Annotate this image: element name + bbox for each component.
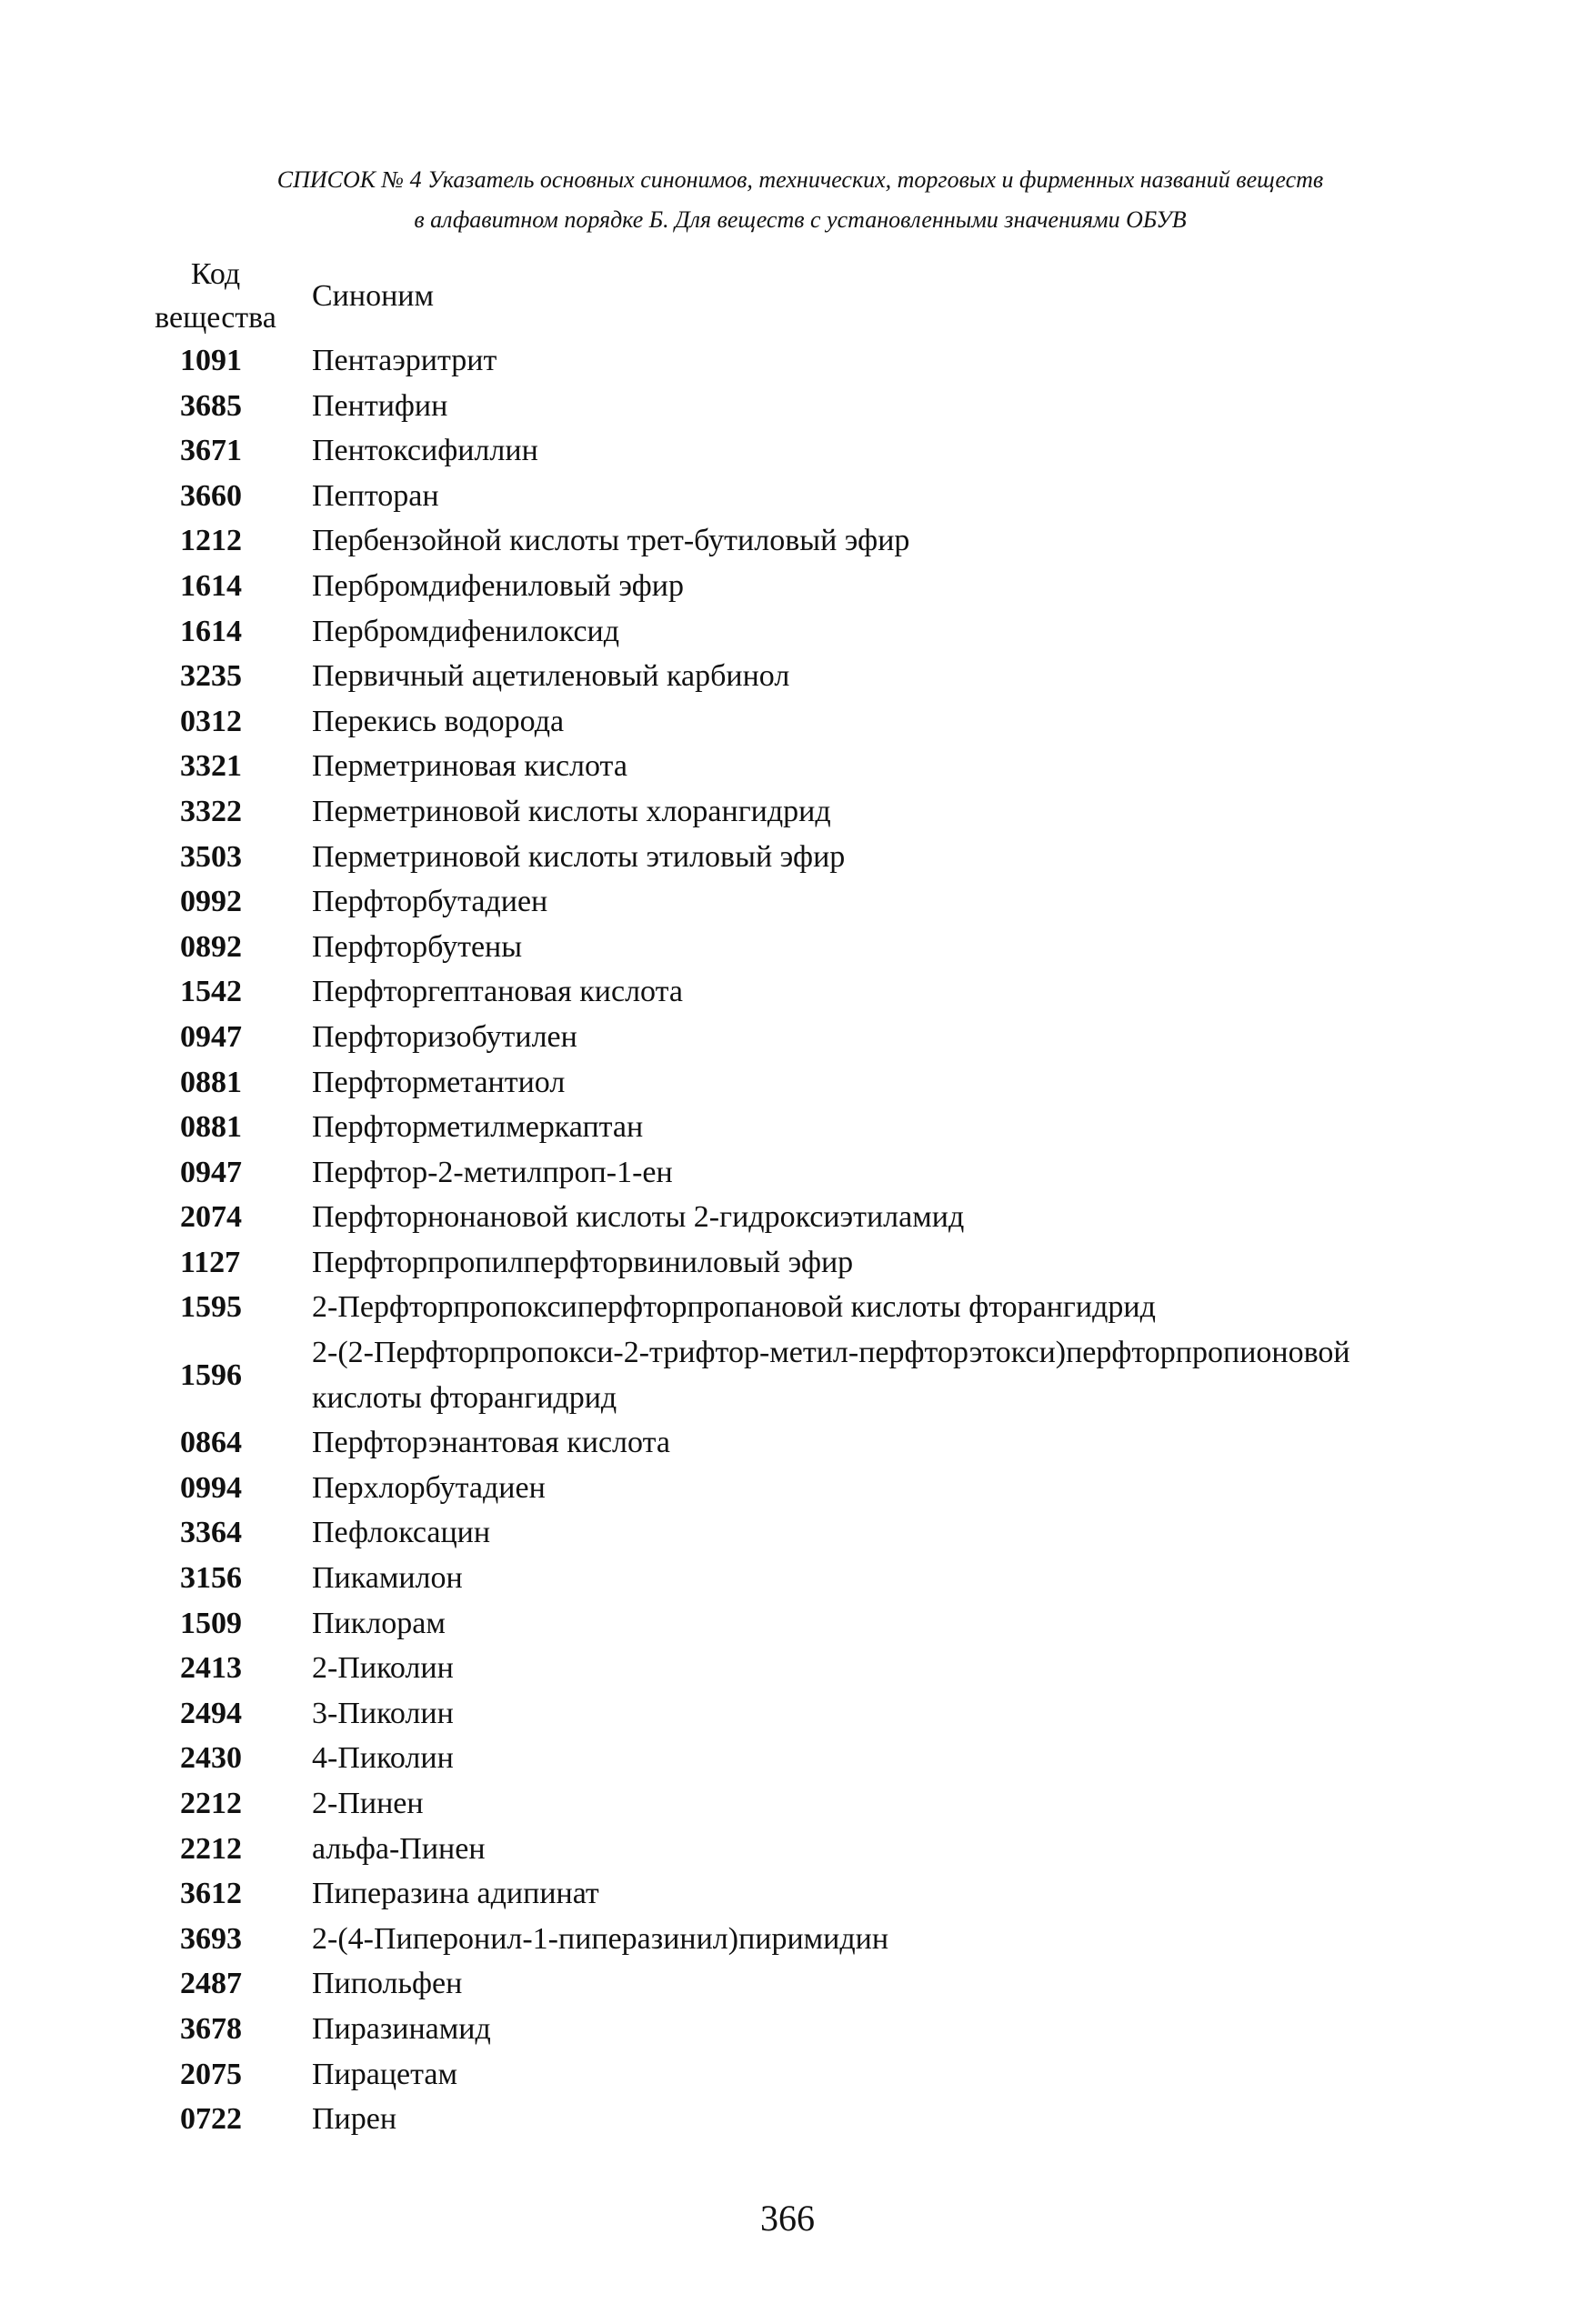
substance-code: 0994 [180, 1470, 242, 1505]
substance-code: 0881 [180, 1065, 242, 1099]
substance-code: 3364 [180, 1516, 242, 1550]
table-row [0, 925, 1575, 970]
synonym-text: Перфторгептановая кислота [312, 975, 683, 1009]
synonym-text: Перфтор-2-метилпроп-1-ен [312, 1155, 673, 1189]
substance-code: 3671 [180, 434, 242, 468]
substance-code: 2413 [180, 1651, 242, 1686]
synonym-text: Пербромдифенилоксид [312, 614, 620, 648]
table-row [0, 1646, 1575, 1691]
table-row [0, 474, 1575, 519]
synonym-text: 3-Пиколин [312, 1696, 454, 1730]
synonym-text: Пербромдифениловый эфир [312, 568, 684, 603]
table-row [0, 1240, 1575, 1286]
table-row [0, 609, 1575, 655]
table-row [0, 1736, 1575, 1781]
page-number: 366 [760, 2198, 815, 2239]
table-row [0, 428, 1575, 474]
substance-code: 3503 [180, 839, 242, 874]
substance-code: 0864 [180, 1426, 242, 1460]
synonym-text: 2-Пиколин [312, 1651, 454, 1686]
substance-code: 0881 [180, 1110, 242, 1145]
synonym-text: Пирен [312, 2102, 397, 2137]
table-row [0, 1871, 1575, 1917]
table-row [0, 1556, 1575, 1601]
synonym-text: Перфторэнантовая кислота [312, 1426, 670, 1460]
synonym-text: Пиразинамид [312, 2011, 491, 2046]
synonym-text: Пирацетам [312, 2057, 458, 2091]
table-row [0, 518, 1575, 564]
table-row [0, 338, 1575, 384]
page-header [164, 160, 1437, 240]
table-row [0, 1466, 1575, 1511]
synonym-text: Пербензойной кислоты трет-бутиловый эфир [312, 524, 910, 558]
table-row [0, 1015, 1575, 1060]
synonym-text: альфа-Пинен [312, 1831, 486, 1866]
synonym-text: Пикамилон [312, 1561, 463, 1596]
synonym-text: Пиперазина адипинат [312, 1877, 599, 1911]
synonym-text: 2-(4-Пиперонил-1-пиперазинил)пиримидин [312, 1921, 889, 1956]
table-row [0, 564, 1575, 609]
synonym-text: Пепторан [312, 478, 439, 513]
substance-code: 3322 [180, 794, 242, 828]
substance-code: 0947 [180, 1155, 242, 1189]
substance-code: 1614 [180, 568, 242, 603]
column-header-code-line-1: Код [190, 257, 241, 291]
table-row [0, 879, 1575, 925]
synonym-text: Перфторбутены [312, 929, 523, 964]
table-row [0, 835, 1575, 880]
header-line-1: СПИСОК № 4 Указатель основных синонимов, технических, торговых и фирменных названий веществ [276, 166, 1324, 193]
substance-code: 2430 [180, 1741, 242, 1776]
table-row [0, 969, 1575, 1015]
substance-code: 1542 [180, 975, 242, 1009]
substance-code: 3693 [180, 1921, 242, 1956]
table-row [0, 1285, 1575, 1330]
synonym-text: Перметриновой кислоты хлорангидрид [312, 794, 831, 828]
substance-code: 1212 [180, 524, 242, 558]
table-row [0, 1060, 1575, 1106]
synonym-table [0, 338, 1575, 2142]
table-row [0, 654, 1575, 699]
table-row [0, 1691, 1575, 1737]
table-row [0, 1917, 1575, 1962]
synonym-text: Пипольфен [312, 1967, 463, 2001]
substance-code: 0992 [180, 885, 242, 919]
table-row [0, 1601, 1575, 1647]
header-line-2: в алфавитном порядке Б. Для веществ с установленными значениями ОБУВ [414, 206, 1187, 233]
table-row [0, 699, 1575, 745]
synonym-text: 2-Пинен [312, 1787, 424, 1820]
column-header-code-line-2: вещества [155, 301, 276, 335]
synonym-text: Первичный ацетиленовый карбинол [312, 659, 790, 694]
table-row [0, 789, 1575, 835]
table-row [0, 1827, 1575, 1872]
synonym-text: Перфторпропилперфторвиниловый эфир [312, 1245, 854, 1279]
substance-code: 3612 [180, 1877, 242, 1911]
synonym-text: Перфторнонановой кислоты 2-гидроксиэтиламид [312, 1200, 965, 1235]
table-row [0, 384, 1575, 429]
substance-code: 1127 [180, 1245, 241, 1279]
table-row [0, 1195, 1575, 1240]
table-row [0, 1781, 1575, 1827]
substance-code: 2075 [180, 2057, 242, 2091]
table-row [0, 2052, 1575, 2098]
synonym-text: Перфторбутадиен [312, 885, 548, 919]
substance-code: 0312 [180, 704, 242, 738]
synonym-text: 2-Перфторпропоксиперфторпропановой кислоты фторангидрид [312, 1290, 1156, 1325]
substance-code: 2212 [180, 1831, 242, 1866]
substance-code: 1614 [180, 614, 242, 648]
synonym-text: Перекись водорода [312, 704, 565, 738]
substance-code: 1509 [180, 1606, 242, 1640]
substance-code: 2212 [180, 1787, 242, 1820]
synonym-text: Перфторметилмеркаптан [312, 1110, 644, 1145]
table-row [0, 1420, 1575, 1466]
synonym-text: Пефлоксацин [312, 1516, 491, 1550]
table-row [0, 1510, 1575, 1556]
synonym-text: Перметриновой кислоты этиловый эфир [312, 839, 846, 874]
synonym-text: Пентифин [312, 388, 448, 423]
synonym-text: Перфторметантиол [312, 1065, 566, 1099]
table-row [0, 1330, 1575, 1420]
substance-code: 3660 [180, 478, 242, 513]
table-row [0, 2097, 1575, 2142]
substance-code: 2487 [180, 1967, 242, 2001]
column-header-synonym: Синоним [312, 279, 434, 313]
substance-code: 0892 [180, 929, 242, 964]
substance-code: 1091 [180, 344, 242, 377]
synonym-text: Перфторизобутилен [312, 1019, 577, 1054]
substance-code: 2494 [180, 1696, 242, 1730]
substance-code: 1595 [180, 1290, 242, 1325]
substance-code: 3235 [180, 659, 242, 694]
synonym-text: Пентоксифиллин [312, 434, 538, 468]
table-row [0, 1105, 1575, 1150]
column-header-code [138, 253, 293, 340]
substance-code: 0722 [180, 2102, 242, 2137]
substance-code: 3321 [180, 749, 242, 784]
synonym-text: Перхлорбутадиен [312, 1470, 546, 1505]
synonym-text: Пентаэритрит [312, 344, 497, 377]
substance-code: 0947 [180, 1019, 242, 1054]
synonym-text: 4-Пиколин [312, 1741, 454, 1776]
table-row [0, 1150, 1575, 1196]
substance-code: 3156 [180, 1561, 242, 1596]
substance-code: 3678 [180, 2011, 242, 2046]
synonym-text: Перметриновая кислота [312, 749, 627, 784]
substance-code: 3685 [180, 388, 242, 423]
substance-code: 1596 [180, 1358, 242, 1393]
table-row [0, 744, 1575, 789]
synonym-text: 2-(2-Перфторпропокси-2-трифтор-метил-перфторэтокси)перфторпропионовой кислоты фторангидрид [312, 1336, 1350, 1415]
synonym-text: Пиклорам [312, 1606, 446, 1640]
table-row [0, 2007, 1575, 2052]
substance-code: 2074 [180, 1200, 242, 1235]
table-row [0, 1961, 1575, 2007]
